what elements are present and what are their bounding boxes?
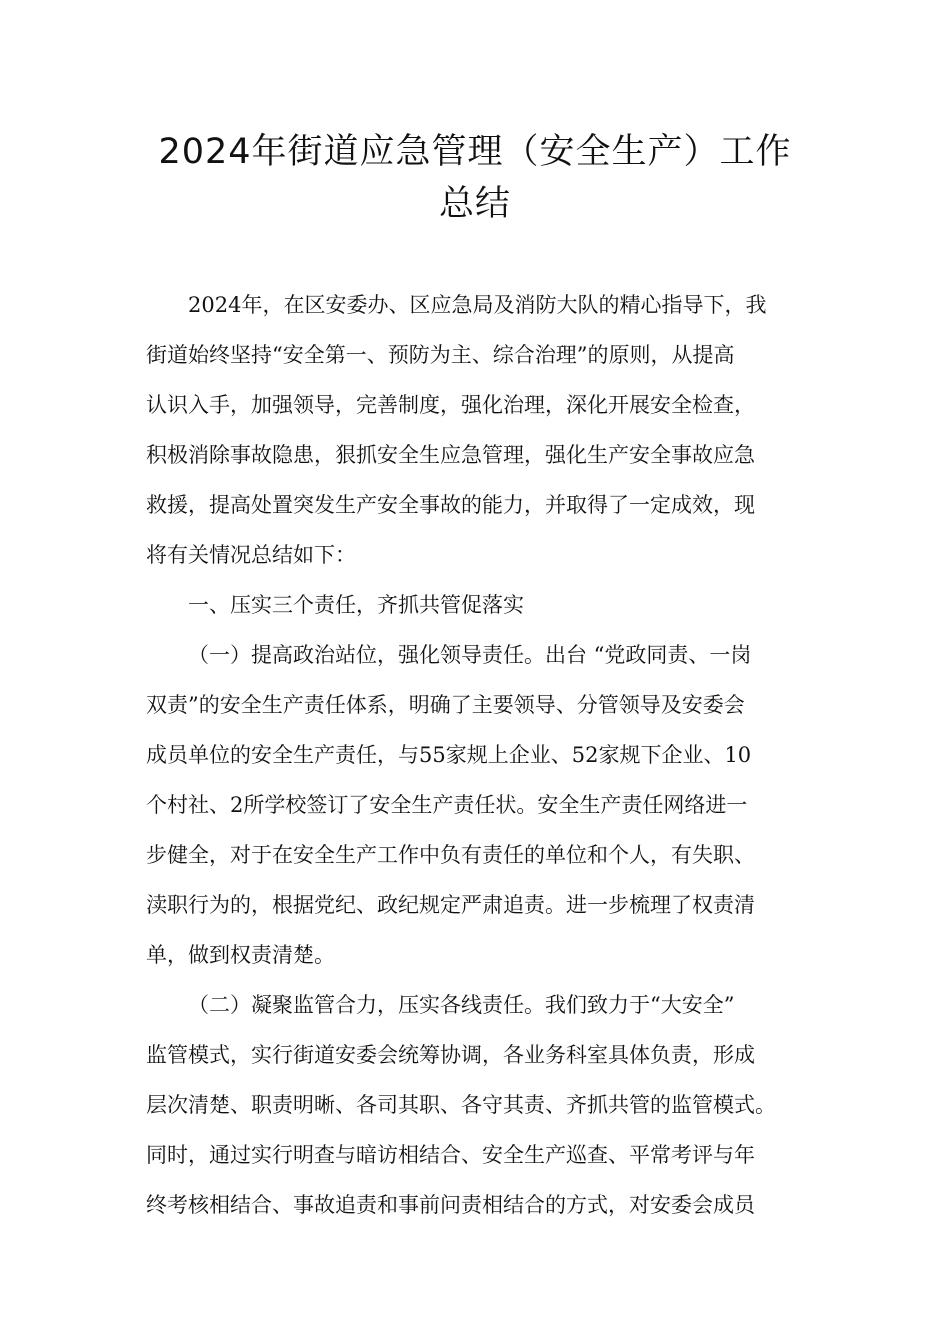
- text-line: （一）提高政治站位，强化领导责任。出台 “党政同责、一岗: [188, 643, 752, 667]
- document-body: [146, 280, 816, 1230]
- text-line: （二）凝聚监管合力，压实各线责任。我们致力于“大安全”: [188, 993, 735, 1017]
- paragraph-intro: [146, 280, 816, 580]
- text-line: 将有关情况总结如下：: [146, 543, 356, 567]
- text-line: 终考核相结合、事故追责和事前问责相结合的方式，对安委会成员: [146, 1193, 755, 1217]
- paragraph-item-2: [146, 980, 816, 1230]
- text-line: 双责”的安全生产责任体系，明确了主要领导、分管领导及安委会: [146, 693, 745, 717]
- text-line: 渎职行为的，根据党纪、政纪规定严肃追责。进一步梳理了权责清: [146, 893, 755, 917]
- text-line: 同时，通过实行明查与暗访相结合、安全生产巡查、平常考评与年: [146, 1143, 755, 1167]
- text-line: 一、压实三个责任，齐抓共管促落实: [188, 593, 524, 617]
- document-title: [60, 126, 890, 230]
- text-line: 个村社、2所学校签订了安全生产责任状。安全生产责任网络进一: [146, 793, 748, 817]
- text-line: 街道始终坚持“安全第一、预防为主、综合治理”的原则，从提高: [146, 343, 735, 367]
- text-line: 成员单位的安全生产责任，与55家规上企业、52家规下企业、10: [146, 743, 752, 767]
- text-line: 认识入手，加强领导，完善制度，强化治理，深化开展安全检查，: [146, 393, 755, 417]
- text-line: 积极消除事故隐患，狠抓安全生应急管理，强化生产安全事故应急: [146, 443, 755, 467]
- section-heading: [146, 580, 816, 630]
- paragraph-item-1: [146, 630, 816, 980]
- text-line: 救援，提高处置突发生产安全事故的能力，并取得了一定成效，现: [146, 493, 755, 517]
- text-line: 层次清楚、职责明晰、各司其职、各守其责、齐抓共管的监管模式。: [146, 1093, 776, 1117]
- text-line: 2024年，在区安委办、区应急局及消防大队的精心指导下，我: [188, 293, 767, 317]
- title-line-2: 总结: [438, 184, 511, 224]
- text-line: 监管模式，实行街道安委会统筹协调，各业务科室具体负责，形成: [146, 1043, 755, 1067]
- title-line-1: 2024年街道应急管理（安全生产）工作: [158, 132, 792, 172]
- text-line: 单，做到权责清楚。: [146, 943, 335, 967]
- text-line: 步健全，对于在安全生产工作中负有责任的单位和个人，有失职、: [146, 843, 755, 867]
